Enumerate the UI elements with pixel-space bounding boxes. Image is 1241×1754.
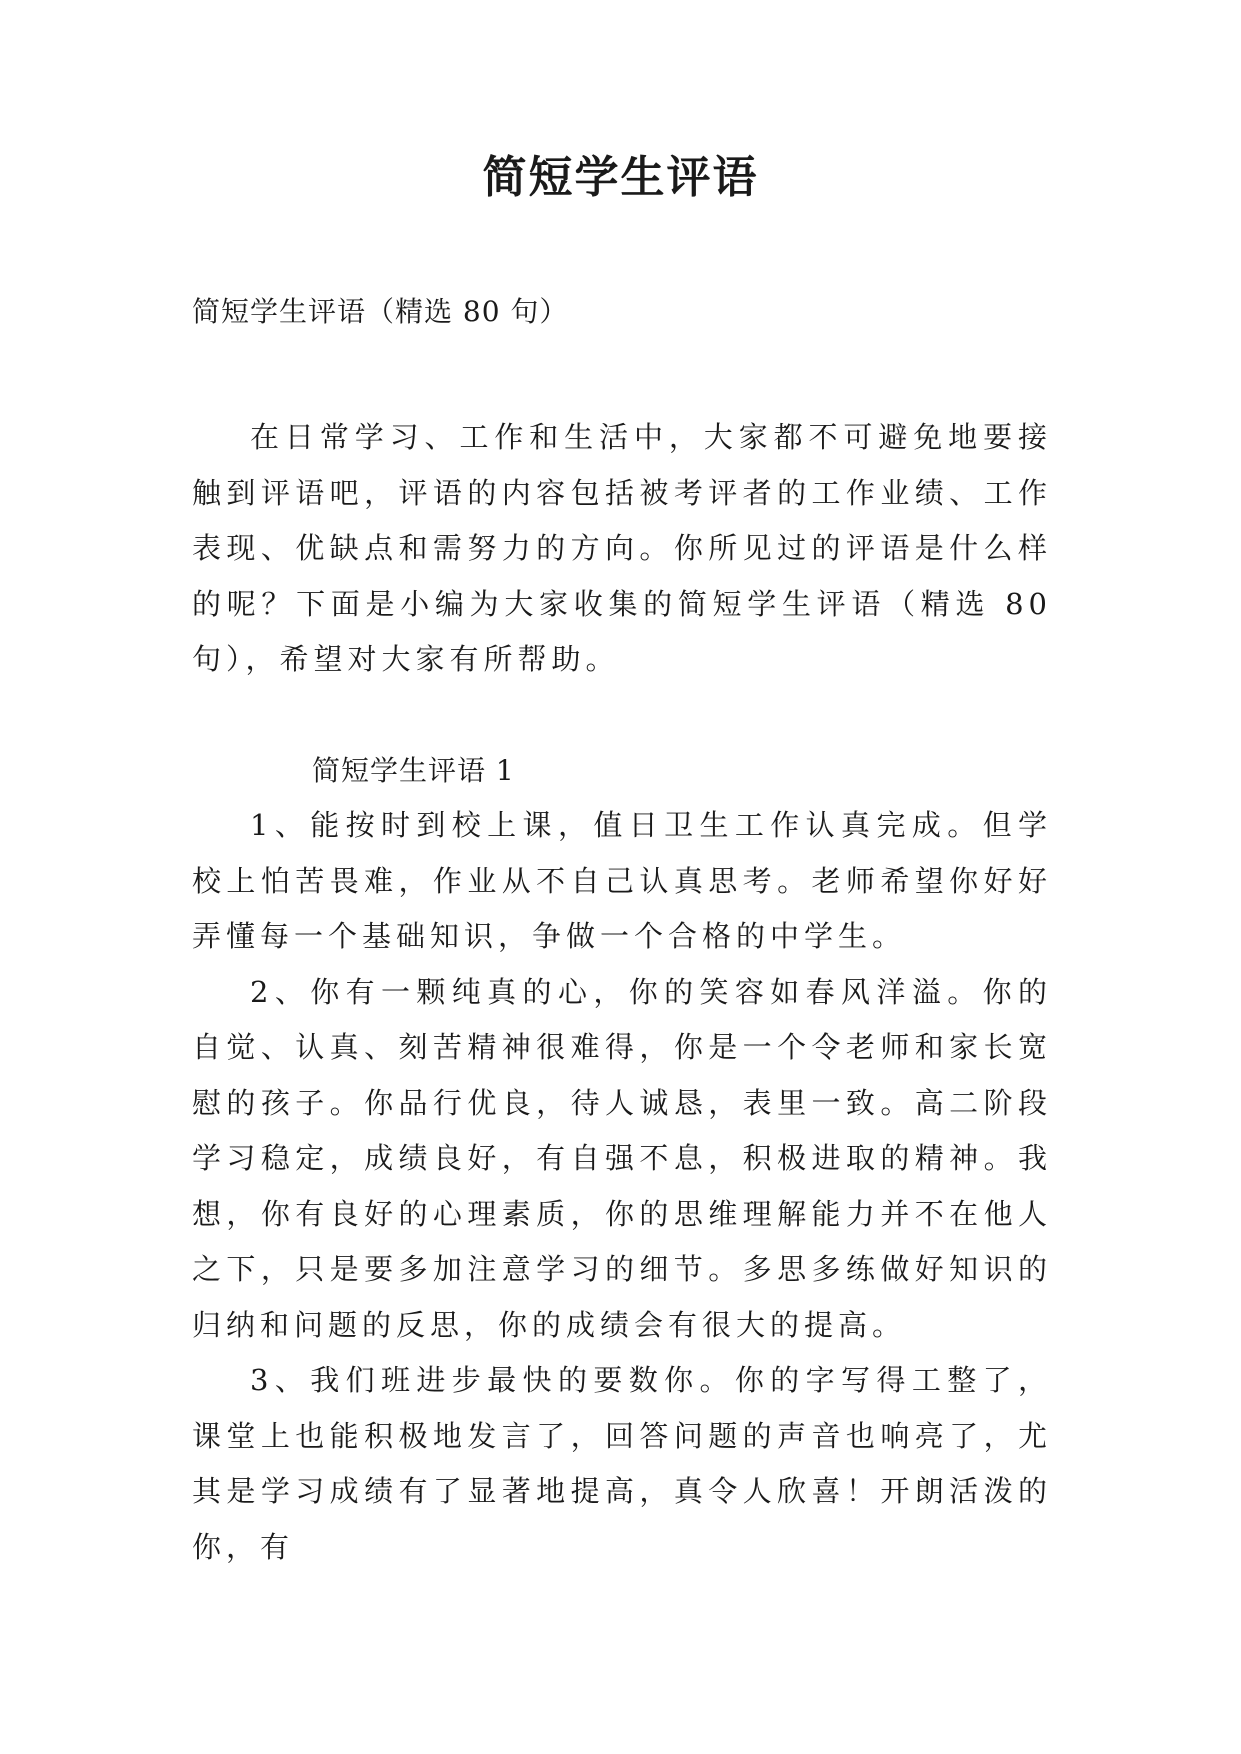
intro-paragraph: 在日常学习、工作和生活中，大家都不可避免地要接触到评语吧，评语的内容包括被考评者的工作业绩、工作表现、优缺点和需努力的方向。你所见过的评语是什么样的呢？下面是小编为大家收集的简短学生评语（精选 80 句），希望对大家有所帮助。 [192,420,1052,676]
document-subtitle: 简短学生评语（精选 80 句） [192,295,569,328]
document-body [192,410,1052,1575]
document-title: 简短学生评语 [482,152,759,203]
section-heading: 简短学生评语 1 [312,753,515,787]
paragraph-spacer [192,688,1052,743]
comment-item-1: 1、能按时到校上课，值日卫生工作认真完成。但学校上怕苦畏难，作业从不自己认真思考。老师希望你好好弄懂每一个基础知识，争做一个合格的中学生。 [192,808,1052,953]
comment-item-2: 2、你有一颗纯真的心，你的笑容如春风洋溢。你的自觉、认真、刻苦精神很难得，你是一个令老师和家长宽慰的孩子。你品行优良，待人诚恳，表里一致。高二阶段学习稳定，成绩良好，有自强不息，积极进取的精神。我想，你有良好的心理素质，你的思维理解能力并不在他人之下，只是要多加注意学习的细节。多思多练做好知识的归纳和问题的反思，你的成绩会有很大的提高。 [192,974,1052,1342]
comment-item-3: 3、我们班进步最快的要数你。你的字写得工整了，课堂上也能积极地发言了，回答问题的声音也响亮了，尤其是学习成绩有了显著地提高，真令人欣喜！开朗活泼的你，有 [192,1363,1052,1564]
